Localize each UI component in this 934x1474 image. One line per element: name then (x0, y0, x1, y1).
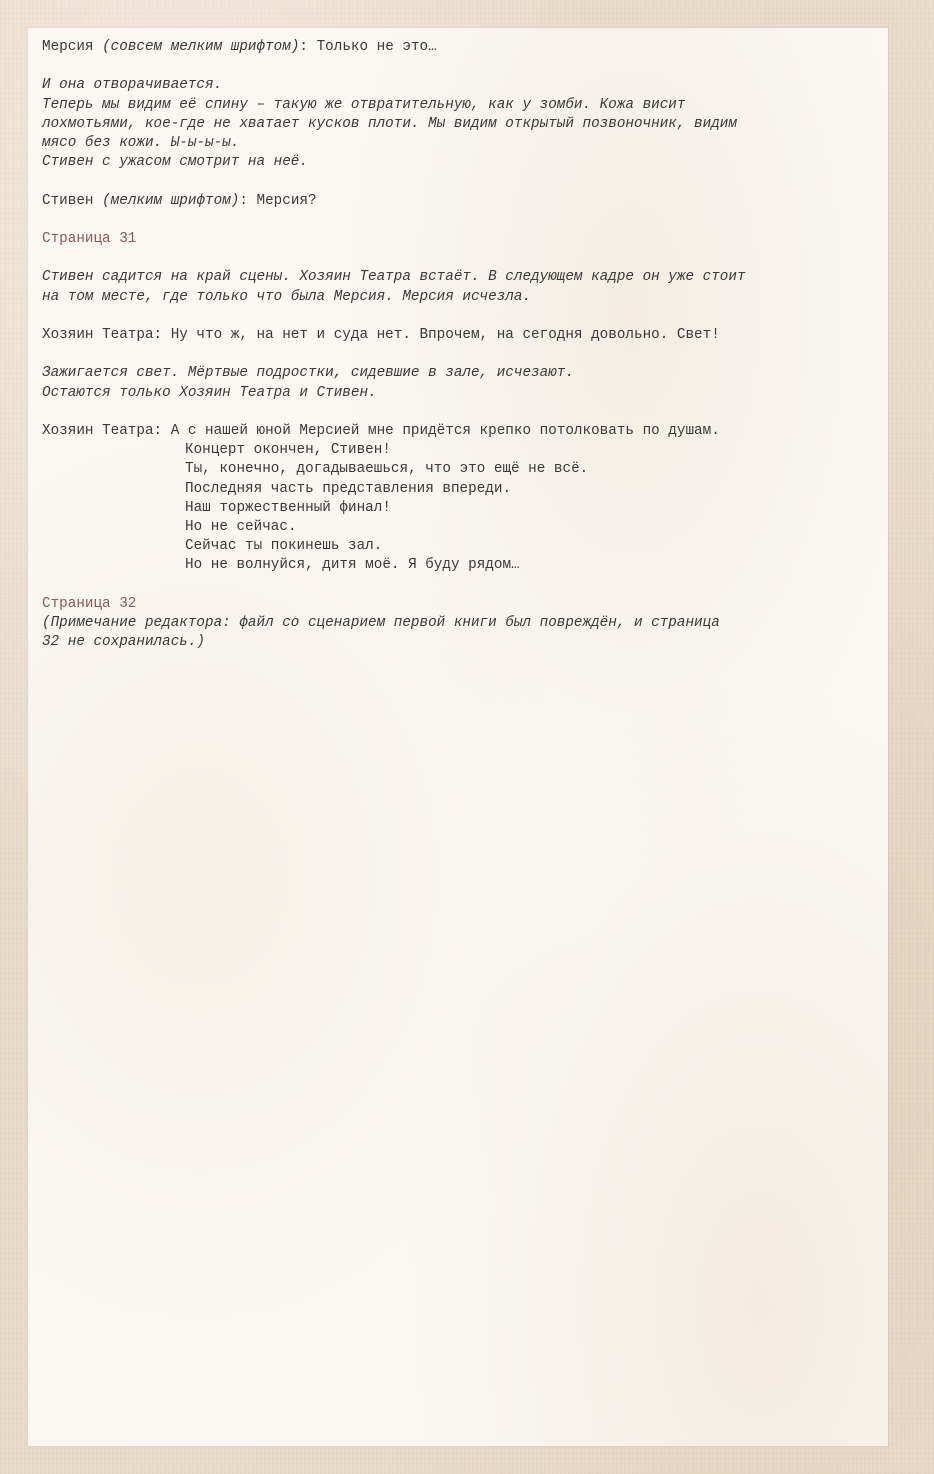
dialogue-theatre-owner: Хозяин Театра: Ну что ж, на нет и суда нет. Впрочем, на сегодня довольно. Свет! (42, 326, 720, 343)
parenthetical: (мелким шрифтом) (102, 192, 240, 209)
dialogue-continuation: Последняя часть представления впереди. (185, 480, 512, 497)
spacer (42, 576, 872, 595)
action-line: Стивен садится на край сцены. Хозяин Театра встаёт. В следующем кадре он уже стоит (42, 269, 746, 286)
dialogue-continuation: Сейчас ты покинешь зал. (185, 538, 383, 555)
action-line: мясо без кожи. Ы-ы-ы-ы. (42, 135, 240, 151)
editor-note: (Примечание редактора: файл со сценарием первой книги был повреждён, и страница (42, 614, 720, 631)
editor-note: 32 не сохранилась.) (42, 634, 206, 651)
spacer (42, 403, 872, 422)
spacer (42, 211, 872, 230)
dialogue-continuation: Концерт окончен, Стивен! (185, 442, 391, 459)
action-line: на том месте, где только что была Мерсия. Мерсия исчезла. (42, 288, 532, 305)
page-heading-32: Страница 32 (42, 595, 137, 612)
script-text (42, 38, 872, 652)
dialogue-text: : Только не это… (299, 39, 437, 55)
dialogue-steven (42, 192, 872, 211)
spacer (42, 307, 872, 326)
action-line: Зажигается свет. Мёртвые подростки, сидевшие в зале, исчезают. (42, 365, 574, 382)
action-line: лохмотьями, кое-где не хватает кусков плоти. Мы видим открытый позвоночник, видим (42, 115, 737, 132)
dialogue-theatre-owner: Хозяин Театра: А с нашей юной Мерсией мне придётся крепко потолковать по душам. (42, 422, 720, 439)
speaker-name: Мерсия (42, 39, 94, 55)
spacer (42, 345, 872, 364)
dialogue-mercia (42, 38, 872, 57)
spacer (42, 57, 872, 76)
spacer (42, 172, 872, 191)
speaker-name: Стивен (42, 192, 94, 209)
dialogue-continuation: Но не сейчас. (185, 518, 297, 535)
page-heading-31: Страница 31 (42, 230, 137, 247)
paper-sheet (28, 28, 888, 1446)
action-line: Теперь мы видим её спину – такую же отвратительную, как у зомби. Кожа висит (42, 96, 686, 113)
dialogue-continuation: Наш торжественный финал! (185, 499, 391, 516)
action-line: Стивен с ужасом смотрит на неё. (42, 154, 308, 171)
dialogue-text: : Мерсия? (239, 192, 317, 209)
action-line: И она отворачивается. (42, 77, 223, 94)
parenthetical: (совсем мелким шрифтом) (102, 39, 300, 55)
spacer (42, 249, 872, 268)
dialogue-continuation: Ты, конечно, догадываешься, что это ещё не всё. (185, 461, 589, 478)
action-line: Остаются только Хозяин Театра и Стивен. (42, 384, 377, 401)
dialogue-continuation: Но не волнуйся, дитя моё. Я буду рядом… (185, 557, 520, 574)
